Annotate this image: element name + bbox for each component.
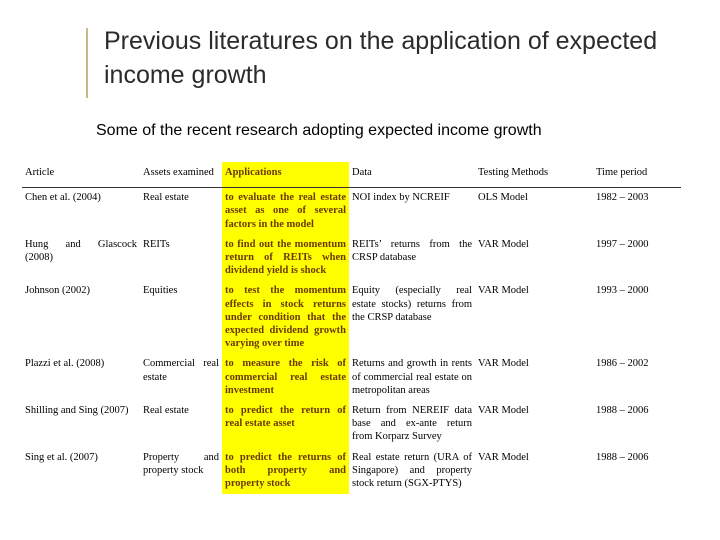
cell-methods: VAR Model <box>478 238 529 250</box>
header-data: Data <box>352 167 372 178</box>
cell-article: Sing et al. (2007) <box>25 451 98 463</box>
cell-data: Return from NEREIF data base and ex-ante return from Korparz Survey <box>352 405 472 443</box>
cell-period: 1988 – 2006 <box>596 451 649 463</box>
cell-methods: OLS Model <box>478 192 528 204</box>
cell-applications: to predict the returns of both property and property stock <box>222 448 349 495</box>
cell-assets: Real estate <box>143 405 189 417</box>
cell-methods: VAR Model <box>478 405 529 417</box>
cell-assets: Property and property stock <box>143 451 219 476</box>
literature-table <box>22 162 681 494</box>
header-assets: Assets examined <box>143 167 214 178</box>
cell-data: Real estate return (URA of Singapore) and property stock return (SGX-PTYS) <box>352 451 472 490</box>
cell-applications: to find out the momentum return of REITs when dividend yield is shock <box>222 235 349 282</box>
cell-article: Hung and Glascock (2008) <box>25 238 137 264</box>
table-row <box>22 401 681 448</box>
cell-assets: REITs <box>143 238 170 250</box>
cell-methods: VAR Model <box>478 451 529 463</box>
cell-data: Equity (especially real estate stocks) returns from the CRSP database <box>352 285 472 323</box>
header-article: Article <box>25 167 55 178</box>
header-period: Time period <box>596 167 648 178</box>
table-row <box>22 281 681 354</box>
cell-article: Plazzi et al. (2008) <box>25 358 105 370</box>
cell-period: 1988 – 2006 <box>596 405 649 417</box>
cell-applications: to predict the return of real estate asset <box>222 401 349 448</box>
header-methods: Testing Methods <box>478 167 549 178</box>
cell-applications: to evaluate the real estate asset as one of several factors in the model <box>222 188 349 235</box>
cell-applications: to measure the risk of commercial real estate investment <box>222 354 349 401</box>
table-header-row <box>22 162 681 188</box>
cell-methods: VAR Model <box>478 285 529 297</box>
cell-period: 1986 – 2002 <box>596 358 649 370</box>
cell-period: 1997 – 2000 <box>596 238 649 250</box>
cell-assets: Commercial real estate <box>143 358 219 383</box>
cell-article: Shilling and Sing (2007) <box>25 405 129 417</box>
cell-article: Johnson (2002) <box>25 285 91 297</box>
table-row <box>22 448 681 495</box>
cell-assets: Equities <box>143 285 178 297</box>
slide-title: Previous literatures on the application of expected income growth <box>104 27 658 89</box>
table-row <box>22 188 681 235</box>
title-accent-line <box>86 28 88 98</box>
cell-methods: VAR Model <box>478 358 529 370</box>
cell-data: NOI index by NCREIF <box>352 192 450 204</box>
cell-assets: Real estate <box>143 192 189 204</box>
cell-article: Chen et al. (2004) <box>25 192 101 204</box>
header-applications: Applications <box>222 162 349 188</box>
cell-applications: to test the momentum effects in stock returns under condition that the expected dividend growth varying over time <box>222 281 349 354</box>
cell-period: 1993 – 2000 <box>596 285 649 297</box>
table-row <box>22 235 681 282</box>
slide-subtitle: Some of the recent research adopting expected income growth <box>96 122 542 139</box>
cell-period: 1982 – 2003 <box>596 192 649 204</box>
table-row <box>22 354 681 401</box>
cell-data: Returns and growth in rents of commercial real estate on metropolitan areas <box>352 358 472 396</box>
cell-data: REITs’ returns from the CRSP database <box>352 238 472 264</box>
